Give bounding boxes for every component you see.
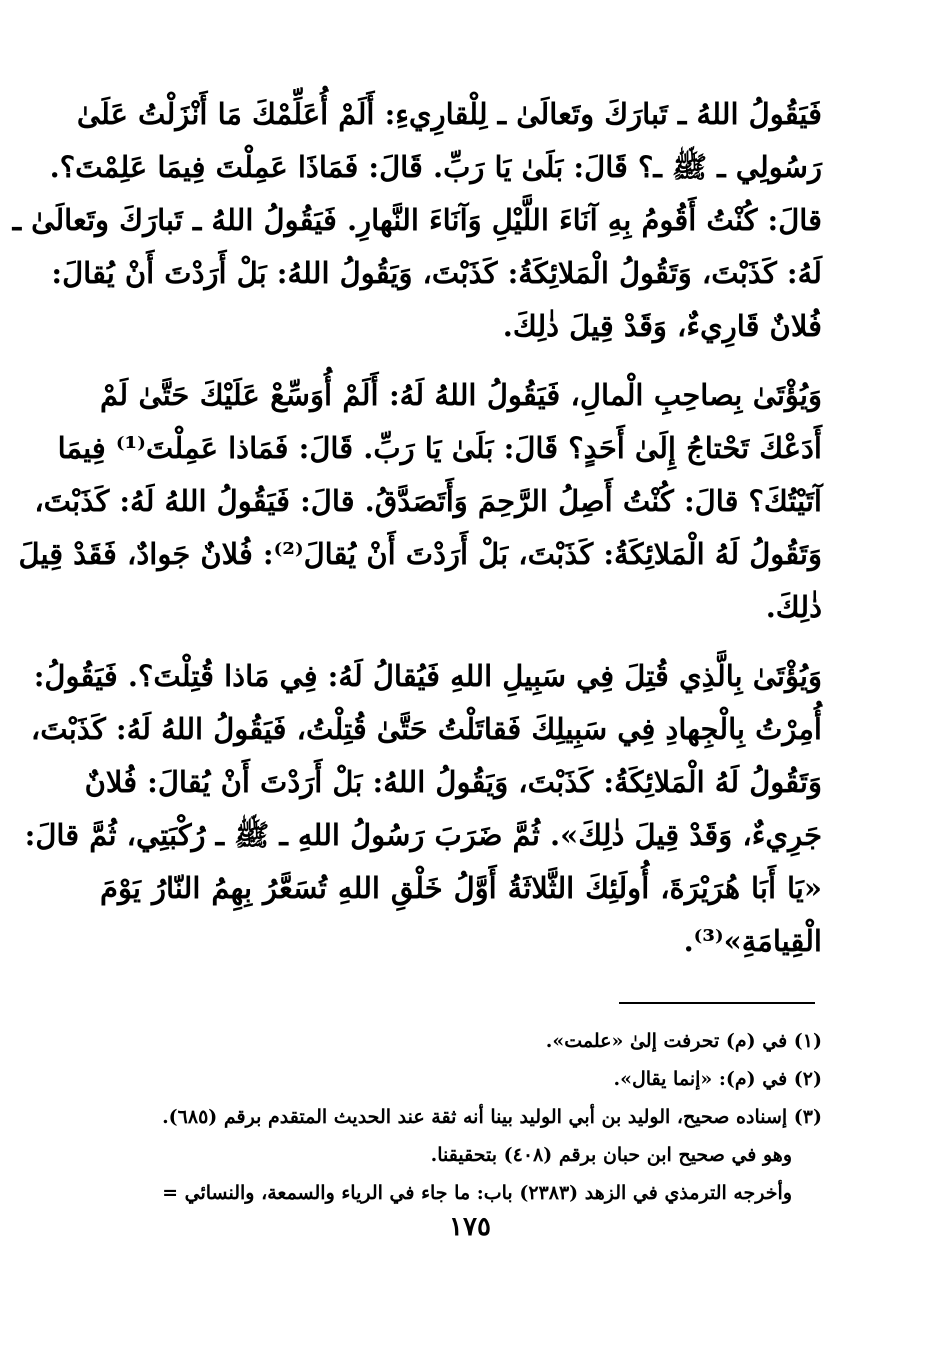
text-line: جَرِيءٌ، وَقَدْ قِيلَ ذٰلِكَ». ثُمَّ ضَرَبَ رَسُولُ اللهِ ـ ﷺ ـ رُكْبَتِي، ثُمَّ قالَ: <box>24 818 822 852</box>
text-line: رَسُولِي ـ ﷺ ـ؟ قَالَ: بَلَىٰ يَا رَبِّ. قَالَ: فَمَاذَا عَمِلْتَ فِيمَا عَلِمْتَ؟. <box>49 150 822 184</box>
text-line: أَدَعْكَ تَحْتاجُ إِلَىٰ أَحَدٍ؟ قَالَ: بَلَىٰ يَا رَبِّ. قَالَ: فَمَاذا عَمِلْتَ⁽¹⁾ فِيمَا <box>57 431 822 465</box>
text-line: وَيُؤْتَىٰ بِصاحِبِ الْمالِ، فَيَقُولُ اللهُ لَهُ: أَلَمْ أُوَسِّعْ عَلَيْكَ حَتَّىٰ لَمْ <box>100 378 822 412</box>
footnote-1: (١) في (م) تحرفت إلىٰ «علمت». <box>545 1030 822 1052</box>
text-line: الْقِيامَةِ»⁽³⁾. <box>683 924 822 958</box>
footnote-2: (٢) في (م): «إنما يقال». <box>613 1068 822 1090</box>
text-line: قالَ: كُنْتُ أَقُومُ بِهِ آنَاءَ اللَّيْلِ وَآنَاءَ النَّهارِ. فَيَقُولُ اللهُ ـ تَبارَكَ وتَعالَىٰ ـ <box>12 203 822 237</box>
text-line: لَهُ: كَذَبْتَ، وَتَقُولُ الْمَلائِكَةُ: كَذَبْتَ، وَيَقُولُ اللهُ: بَلْ أَرَدْتَ أَنْ يُقالَ: <box>51 256 822 290</box>
footnote-3-continued: وأخرجه الترمذي في الزهد (٢٣٨٣) باب: ما جاء في الرياء والسمعة، والنسائي = <box>162 1182 792 1204</box>
text-line: ذٰلِكَ. <box>765 590 822 624</box>
footnote-3: (٣) إسناده صحيح، الوليد بن أبي الوليد بينا أنه ثقة عند الحديث المتقدم برقم (٦٨٥). <box>162 1106 822 1128</box>
main-text <box>12 88 822 984</box>
page-number: ١٧٥ <box>449 1212 491 1242</box>
paragraph-wealthy <box>18 369 822 634</box>
text-line: وَتَقُولُ لَهُ الْمَلائِكَةُ: كَذَبْتَ، وَيَقُولُ اللهُ: بَلْ أَرَدْتَ أَنْ يُقالَ: فُلانٌ <box>84 765 822 799</box>
footnote-separator <box>619 1002 815 1004</box>
text-line: أُمِرْتُ بِالْجِهادِ فِي سَبِيلِكَ فَقاتَلْتُ حَتَّىٰ قُتِلْتُ، فَيَقُولُ اللهُ لَهُ: كَذَبْتَ، <box>30 712 822 746</box>
text-line: «يَا أَبَا هُرَيْرَةَ، أُولَئِكَ الثَّلاثَةُ أَوَّلُ خَلْقِ اللهِ تُسَعَّرُ بِهِمُ النّارُ يَوْمَ <box>100 871 822 905</box>
footnote-3-continued: وهو في صحيح ابن حبان برقم (٤٠٨) بتحقيقنا. <box>430 1144 792 1166</box>
text-line: فَيَقُولُ اللهُ ـ تَبارَكَ وتَعالَىٰ ـ لِلْقارِيءِ: أَلَمْ أُعَلِّمْكَ مَا أَنْزَلْتُ عَلَىٰ <box>76 97 822 131</box>
paragraph-reciter <box>12 88 822 353</box>
footnotes <box>100 1022 822 1212</box>
text-line: وَيُؤْتَىٰ بِالَّذِي قُتِلَ فِي سَبِيلِ اللهِ فَيُقالُ لَهُ: فِي مَاذا قُتِلْتَ؟. فَيَقُولُ: <box>33 659 822 693</box>
text-line: فُلانٌ قَارِيءٌ، وَقَدْ قِيلَ ذٰلِكَ. <box>502 309 822 343</box>
text-line: وَتَقُولُ لَهُ الْمَلائِكَةُ: كَذَبْتَ، بَلْ أَرَدْتَ أَنْ يُقالَ⁽²⁾: فُلانٌ جَوادٌ، فَقَدْ قِيلَ <box>18 537 822 571</box>
paragraph-martyr <box>24 650 822 968</box>
text-line: آتَيْتُكَ؟ قالَ: كُنْتُ أَصِلُ الرَّحِمَ وَأَتَصَدَّقُ. قالَ: فَيَقُولُ اللهُ لَهُ: كَذَبْتَ، <box>34 484 822 518</box>
